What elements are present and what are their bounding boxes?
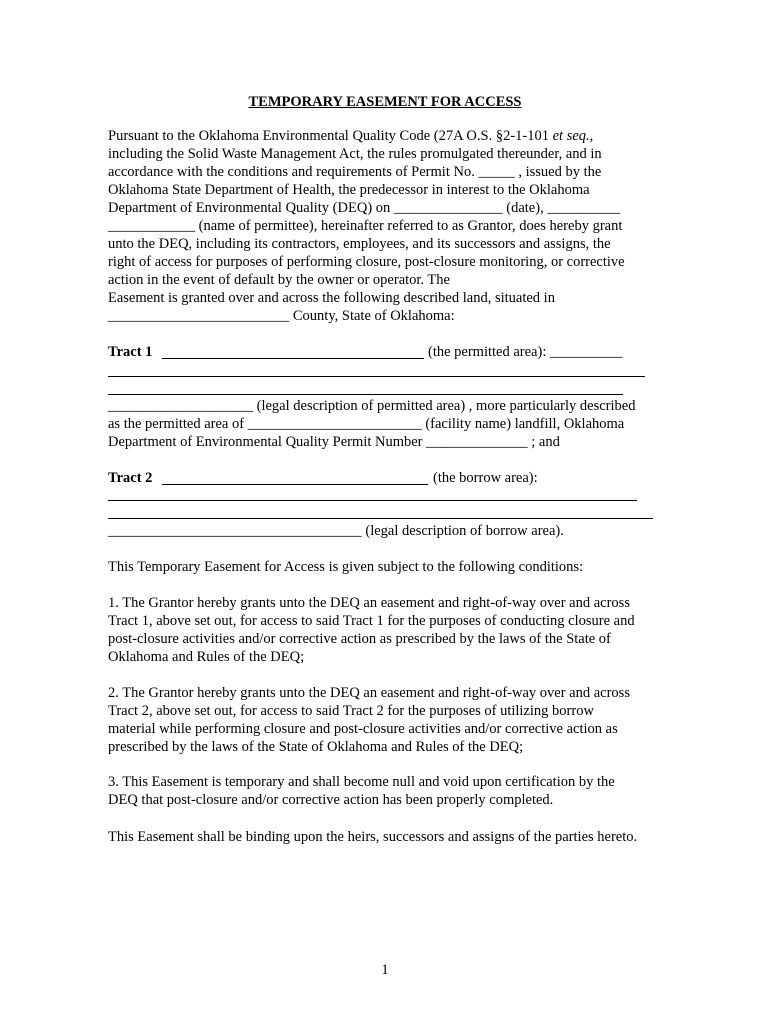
tract1-facility-line: as the permitted area of ________________________ (facility name) landfill, Oklahoma bbox=[108, 416, 625, 432]
tract1-blank-line-2 bbox=[108, 376, 645, 377]
intro-line-1-text: Pursuant to the Oklahoma Environmental Quality Code (27A O.S. §2-1-101 bbox=[108, 128, 553, 144]
condition2-line-2: Tract 2, above set out, for access to said Tract 2 for the purposes of utilizing borrow bbox=[108, 703, 594, 719]
tract2-area-label: (the borrow area): bbox=[433, 470, 538, 486]
binding-clause: This Easement shall be binding upon the heirs, successors and assigns of the parties hereto. bbox=[108, 829, 638, 845]
intro-line-3: accordance with the conditions and requirements of Permit No. _____ , issued by the bbox=[108, 164, 602, 180]
condition1-line-4: Oklahoma and Rules of the DEQ; bbox=[108, 649, 305, 665]
intro-line-8: right of access for purposes of performing closure, post-closure monitoring, or corrective bbox=[108, 254, 625, 270]
tract2-name-blank bbox=[162, 484, 428, 485]
condition2-line-1: 2. The Grantor hereby grants unto the DEQ an easement and right-of-way over and across bbox=[108, 685, 630, 701]
intro-line-5: Department of Environmental Quality (DEQ) on _______________ (date), __________ bbox=[108, 200, 620, 216]
condition2-line-4: prescribed by the laws of the State of Oklahoma and Rules of the DEQ; bbox=[108, 739, 524, 755]
tract1-blank-line-3 bbox=[108, 394, 623, 395]
tract1-legal-line: ____________________ (legal description of permitted area) , more particularly described bbox=[108, 398, 636, 414]
condition3-line-1: 3. This Easement is temporary and shall become null and void upon certification by the bbox=[108, 774, 615, 790]
intro-line-7: unto the DEQ, including its contractors, employees, and its successors and assigns, the bbox=[108, 236, 611, 252]
page-number: 1 bbox=[381, 962, 389, 978]
tract2-label: Tract 2 bbox=[108, 470, 153, 486]
condition1-line-3: post-closure activities and/or corrective action as prescribed by the laws of the State of bbox=[108, 631, 611, 647]
intro-line-1 bbox=[108, 127, 593, 145]
tract1-area-label: (the permitted area): __________ bbox=[428, 344, 623, 360]
tract1-permit-line: Department of Environmental Quality Permit Number ______________ ; and bbox=[108, 434, 560, 450]
conditions-intro: This Temporary Easement for Access is given subject to the following conditions: bbox=[108, 559, 584, 575]
intro-line-9: action in the event of default by the owner or operator. The bbox=[108, 272, 450, 288]
document-title: TEMPORARY EASEMENT FOR ACCESS bbox=[248, 94, 522, 110]
tract2-blank-line-2 bbox=[108, 500, 637, 501]
tract1-label: Tract 1 bbox=[108, 344, 153, 360]
intro-line-6: ____________ (name of permittee), hereinafter referred to as Grantor, does hereby grant bbox=[108, 218, 623, 234]
intro-italic-suffix: , bbox=[589, 128, 594, 144]
intro-line-10: Easement is granted over and across the following described land, situated in bbox=[108, 290, 555, 306]
intro-line-2: including the Solid Waste Management Act, the rules promulgated thereunder, and in bbox=[108, 146, 602, 162]
condition1-line-2: Tract 1, above set out, for access to said Tract 1 for the purposes of conducting closure and bbox=[108, 613, 635, 629]
intro-line-4: Oklahoma State Department of Health, the predecessor in interest to the Oklahoma bbox=[108, 182, 590, 198]
tract2-legal-line: ___________________________________ (legal description of borrow area). bbox=[108, 523, 564, 539]
tract2-blank-line-3 bbox=[108, 518, 653, 519]
tract1-name-blank bbox=[162, 358, 424, 359]
intro-italic: et seq. bbox=[552, 128, 590, 144]
condition1-line-1: 1. The Grantor hereby grants unto the DEQ an easement and right-of-way over and across bbox=[108, 595, 630, 611]
condition2-line-3: material while performing closure and post-closure activities and/or corrective action as bbox=[108, 721, 618, 737]
condition3-line-2: DEQ that post-closure and/or corrective action has been properly completed. bbox=[108, 792, 554, 808]
intro-line-11: _________________________ County, State of Oklahoma: bbox=[108, 308, 455, 324]
